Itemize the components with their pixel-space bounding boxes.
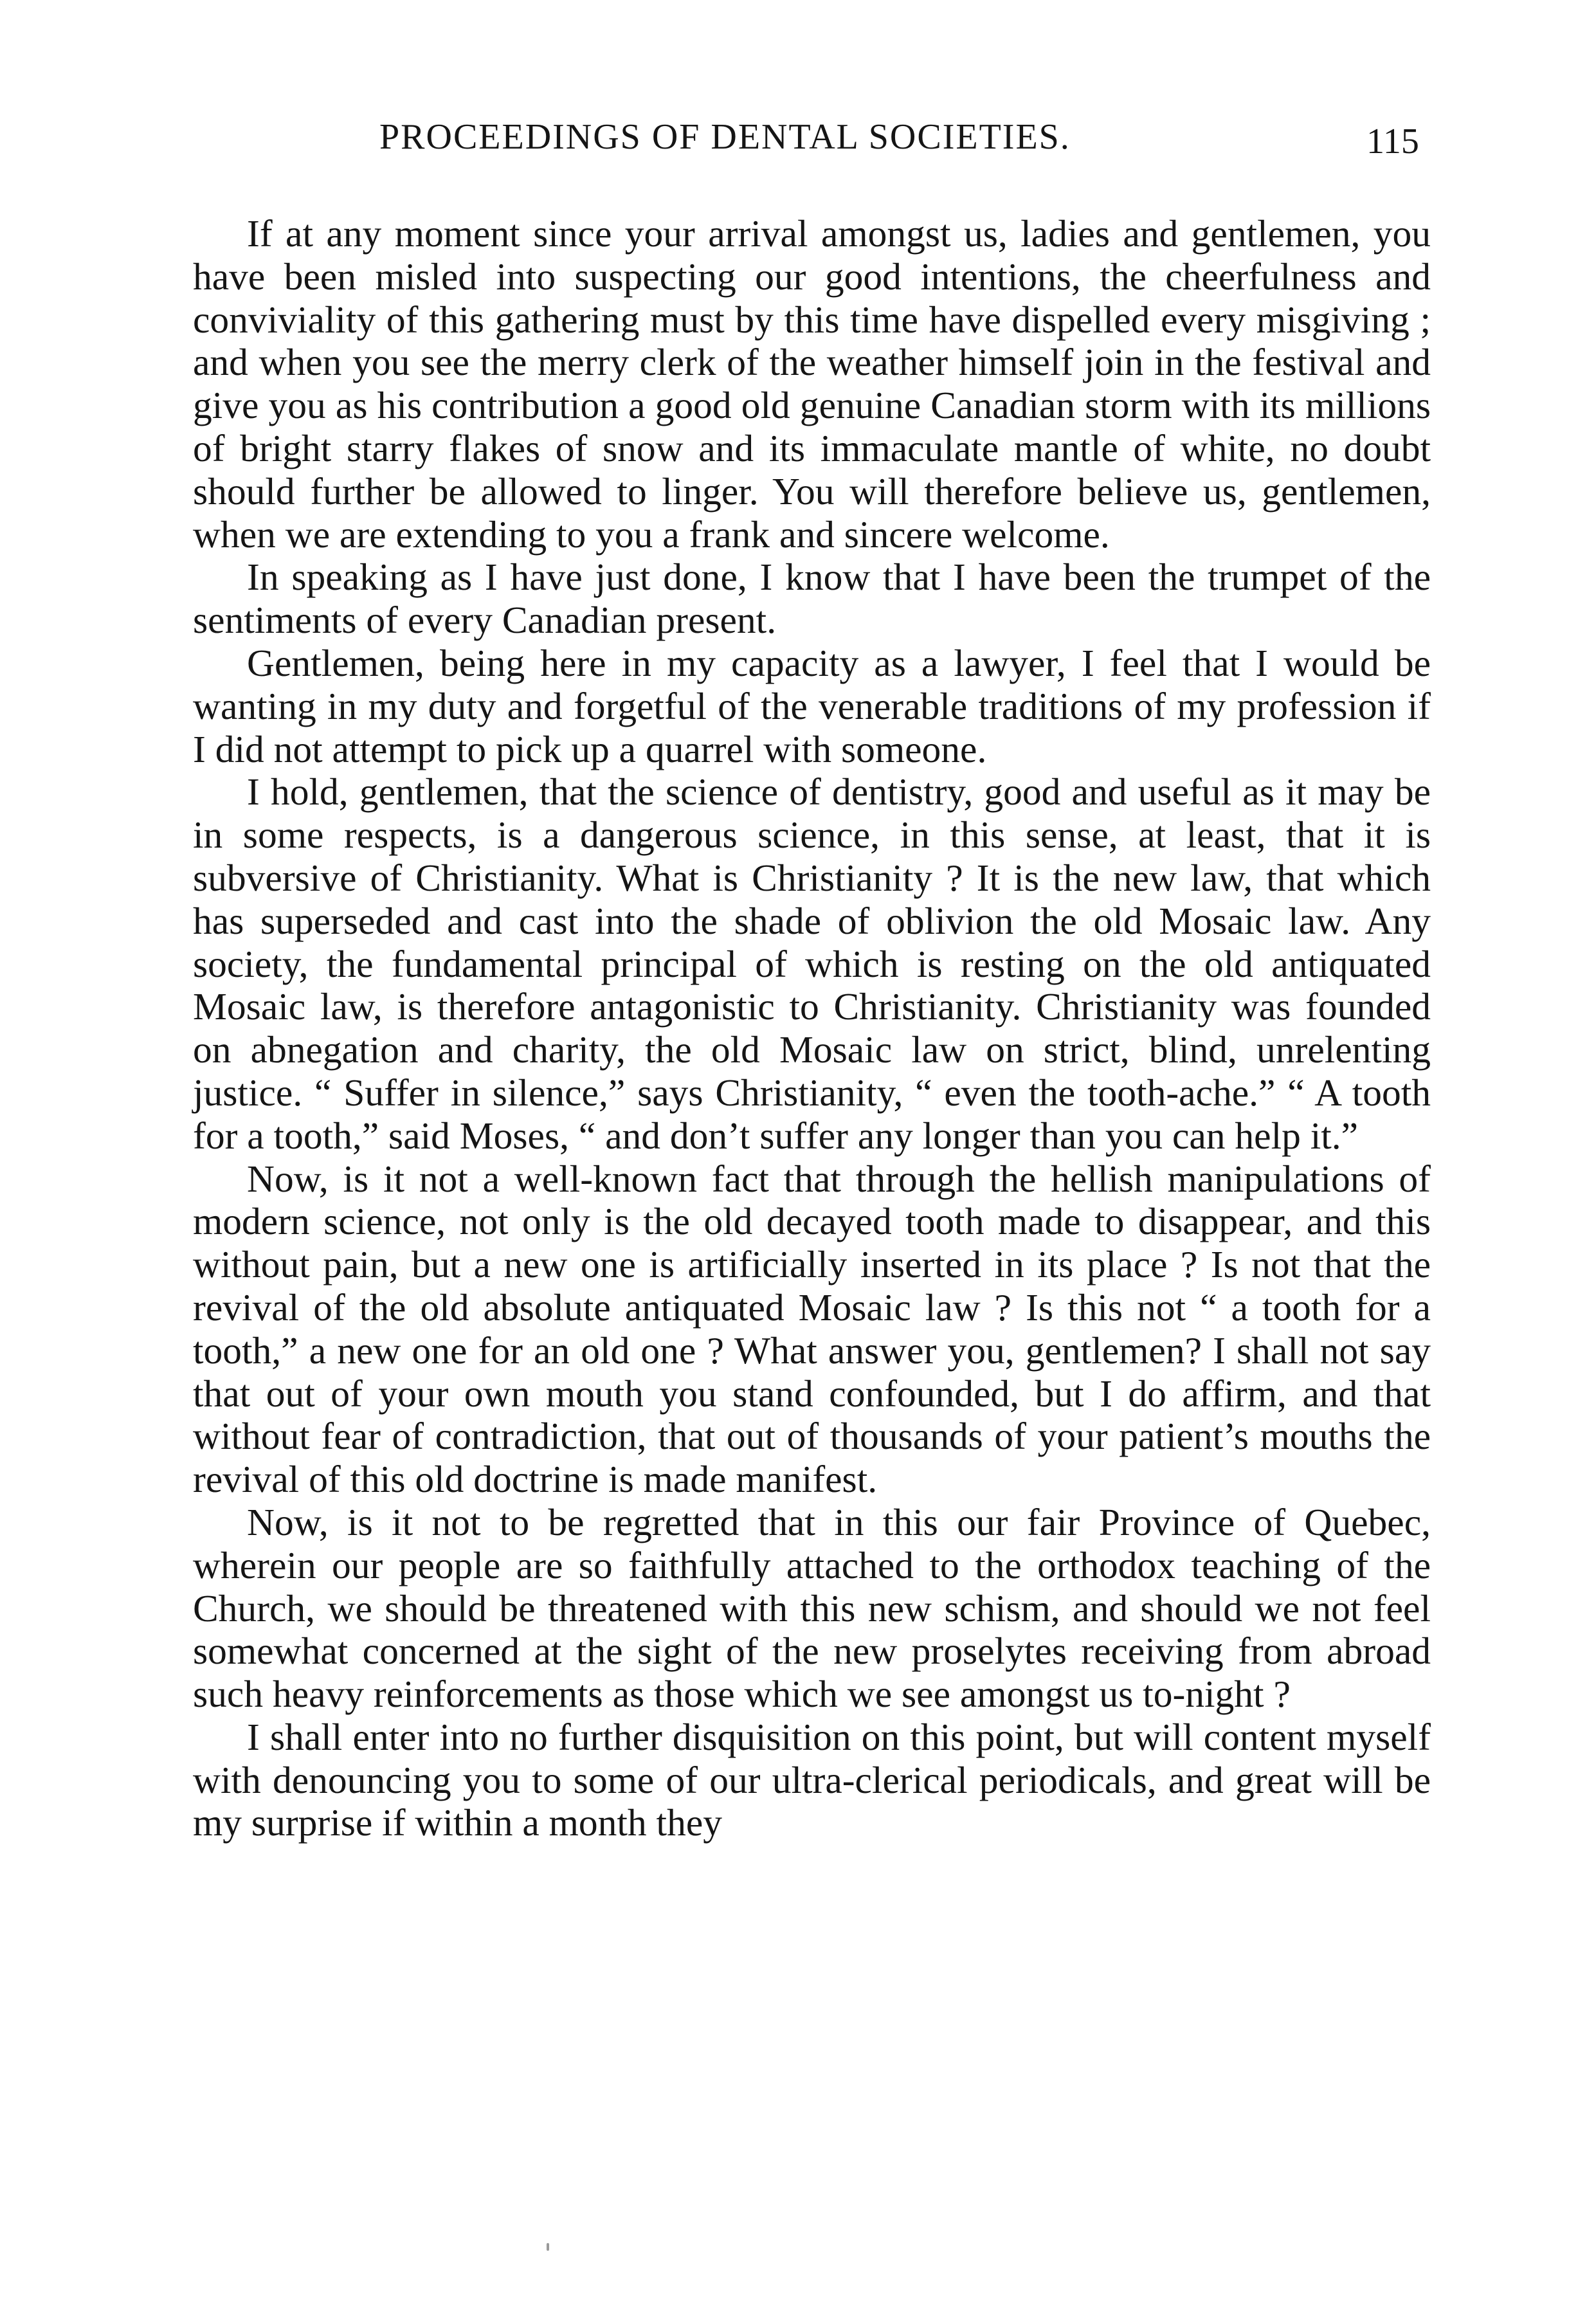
print-speck <box>547 2243 549 2251</box>
running-head: PROCEEDINGS OF DENTAL SOCIETIES. <box>379 117 1071 157</box>
paragraph-christianity: I hold, gentlemen, that the science of dentistry, good and useful as it may be in some respects, is a dangerous science, in this sense, at least, that it is subversive of Christianity. What is Christianity ? It is the new law, that which has superseded and cast into the shade of oblivion the old Mosaic law. Any society, the fundamental principal of which is resting on the old antiquated Mosaic law, is therefore antagonistic to Christianity. Christianity was founded on abnegation and charity, the old Mosaic law on strict, blind, unrelenting justice. “ Suffer in silence,” says Christianity, “ even the tooth-ache.” “ A tooth for a tooth,” said Moses, “ and don’t suffer any longer than you can help it.” <box>193 770 1431 1157</box>
page-number: 115 <box>1366 122 1419 161</box>
paragraph-mosaic-law: Now, is it not a well-known fact that through the hellish manipulations of modern science, not only is the old decayed tooth made to disappear, and this without pain, but a new one is artificially inserted in its place ? Is not that the revival of the old absolute antiquated Mosaic law ? Is this not “ a tooth for a tooth,” a new one for an old one ? What answer you, gentlemen? I shall not say that out of your own mouth you stand confounded, but I do affirm, and that without fear of contradiction, that out of thousands of your patient’s mouths the revival of this old doctrine is made manifest. <box>193 1157 1431 1501</box>
paragraph-welcome: If at any moment since your arrival amongst us, ladies and gentlemen, you have been misled into suspecting our good intentions, the cheerfulness and conviviality of this gathering must by this time have dispelled every misgiving ; and when you see the merry clerk of the weather himself join in the festival and give you as his contribution a good old genuine Canadian storm with its millions of bright starry flakes of snow and its immaculate mantle of white, no doubt should further be allowed to linger. You will therefore believe us, gentlemen, when we are extending to you a frank and sincere welcome. <box>193 212 1431 556</box>
body-text <box>193 212 1431 1844</box>
paragraph-trumpet: In speaking as I have just done, I know that I have been the trumpet of the sentiments of every Canadian present. <box>193 556 1431 642</box>
paragraph-quebec: Now, is it not to be regretted that in this our fair Province of Quebec, wherein our people are so faithfully attached to the orthodox teaching of the Church, we should be threatened with this new schism, and should we not feel somewhat concerned at the sight of the new proselytes receiving from abroad such heavy reinforcements as those which we see amongst us to-night ? <box>193 1500 1431 1716</box>
paragraph-lawyer: Gentlemen, being here in my capacity as a lawyer, I feel that I would be wanting in my duty and forgetful of the venerable traditions of my profession if I did not attempt to pick up a quarrel with someone. <box>193 641 1431 770</box>
paragraph-disquisition: I shall enter into no further disquisition on this point, but will content myself with denouncing you to some of our ultra-clerical periodicals, and great will be my surprise if within a month they <box>193 1715 1431 1844</box>
